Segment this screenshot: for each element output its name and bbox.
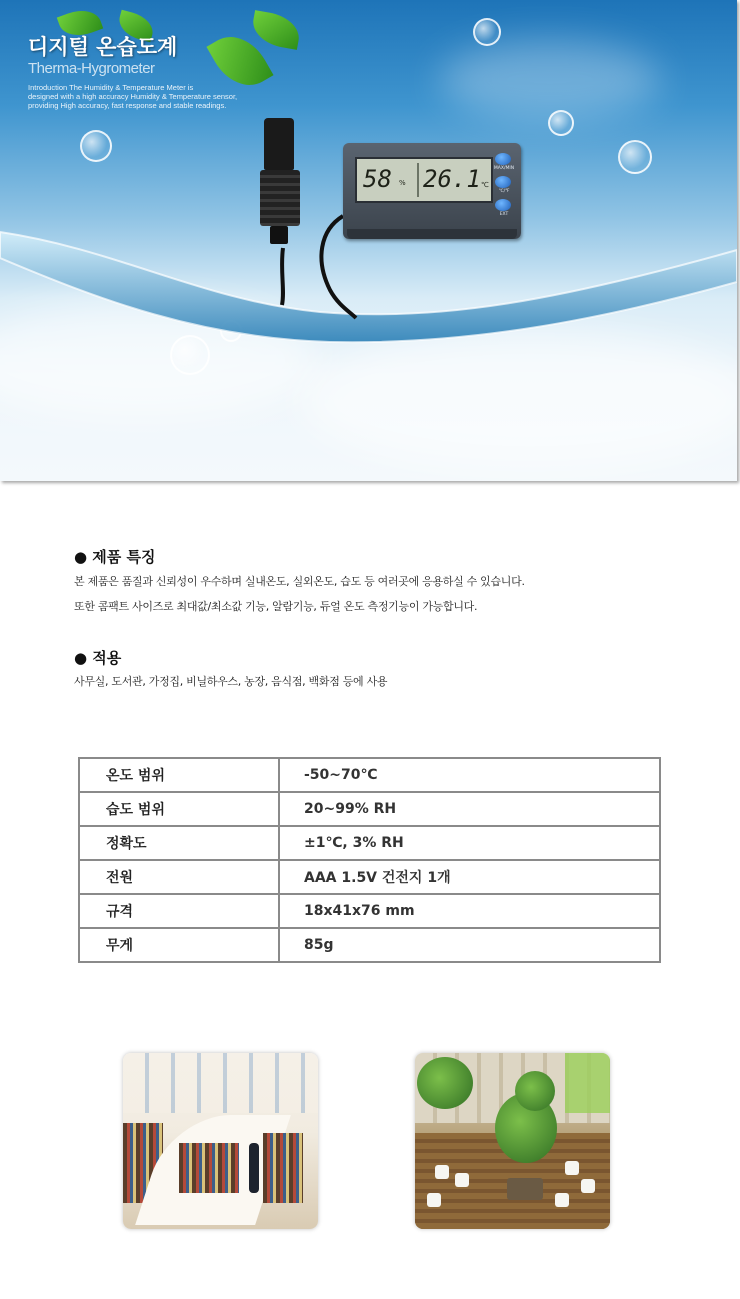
spec-value: 18x41x76 mm <box>279 894 660 928</box>
spec-label: 전원 <box>79 860 279 894</box>
spec-value: AAA 1.5V 건전지 1개 <box>279 860 660 894</box>
unit-toggle-label: ℃/℉ <box>498 189 510 194</box>
table-row <box>79 860 660 894</box>
ext-button <box>495 199 511 211</box>
temp-reading: 26.1 <box>423 165 481 193</box>
hero-description-line: designed with a high accuracy Humidity & Temperature sensor, <box>28 92 238 101</box>
ext-label: EXT <box>499 212 509 217</box>
spec-label: 규격 <box>79 894 279 928</box>
spec-value: -50~70℃ <box>279 758 660 792</box>
spec-table <box>78 757 661 963</box>
table-row <box>79 758 660 792</box>
spec-label: 정확도 <box>79 826 279 860</box>
features-heading: ● 제품 특징 <box>74 548 156 566</box>
applications-heading: ● 적용 <box>74 649 122 667</box>
table-row <box>79 792 660 826</box>
spec-value: ±1℃, 3% RH <box>279 826 660 860</box>
hero-title: 디지털 온습도계 <box>28 35 178 59</box>
humidity-unit: % <box>399 179 406 187</box>
atrium-photo <box>415 1053 610 1229</box>
humidity-reading: 58 <box>363 165 392 193</box>
max-min-button <box>495 153 511 165</box>
hero-subtitle: Therma-Hygrometer <box>28 60 155 77</box>
hero-description-line: providing High accuracy, fast response and stable readings. <box>28 101 227 110</box>
sensor-probe <box>258 118 306 248</box>
hero-description-line: Introduction The Humidity & Temperature Meter is <box>28 83 194 92</box>
thermometer-device <box>343 143 521 239</box>
library-photo <box>123 1053 318 1229</box>
applications-text: 사무실, 도서관, 가정집, 비닐하우스, 농장, 음식점, 백화점 등에 사용 <box>74 675 388 688</box>
lcd-display <box>355 157 493 203</box>
max-min-label: MAX/MIN <box>493 166 515 171</box>
spec-value: 85g <box>279 928 660 962</box>
hero-banner <box>0 0 737 481</box>
unit-toggle-button <box>495 176 511 188</box>
spec-label: 습도 범위 <box>79 792 279 826</box>
features-text: 본 제품은 품질과 신뢰성이 우수하며 실내온도, 실외온도, 습도 등 여러곳에 응용하실 수 있습니다. <box>74 575 525 588</box>
table-row <box>79 928 660 962</box>
table-row <box>79 894 660 928</box>
table-row <box>79 826 660 860</box>
spec-label: 무게 <box>79 928 279 962</box>
features-text: 또한 콤팩트 사이즈로 최대값/최소값 기능, 알람기능, 듀얼 온도 측정기능이 가능합니다. <box>74 600 478 613</box>
spec-value: 20~99% RH <box>279 792 660 826</box>
temp-unit: ℃ <box>481 181 489 189</box>
spec-label: 온도 범위 <box>79 758 279 792</box>
